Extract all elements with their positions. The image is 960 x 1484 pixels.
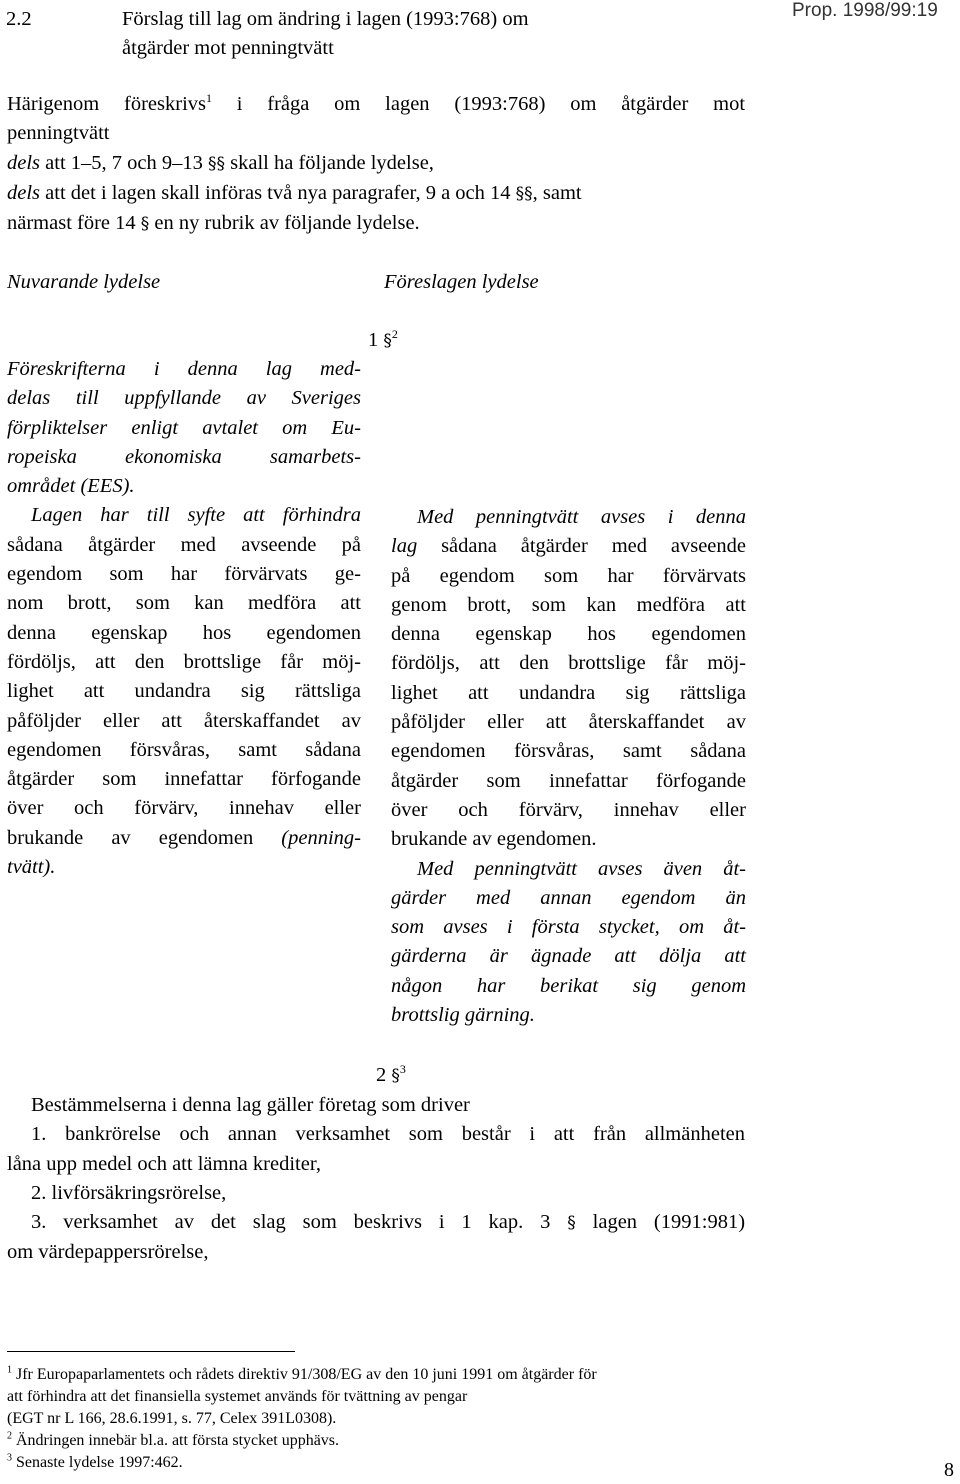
footnotes: $^1$ Jfr Europaparlamentets och rådets direktiv 91/308/EG av den 10 juni 1991 om åtgärder för att förhindra att det finansiella systemet används för tvättning av pengar (EGT nr L 166, 28.6.1991, s. 77, Celex 391L0308). $^2$ Ändringen innebär bl.a. att första stycket upphävs. $^3$ Senaste lydelse 1997:462.: [7, 1364, 752, 1474]
section-2-item-3: 3. verksamhet av det slag som beskrivs i 1 kap. 3 § lagen (1991:981): [31, 1211, 746, 1234]
title-line-1: Förslag till lag om ändring i lagen (1993:768) om: [122, 8, 529, 30]
section-1-heading: 1 §$^2$: [368, 327, 398, 351]
section-2-intro: Bestämmelserna i denna lag gäller företag som driver: [31, 1094, 470, 1116]
intro-line-1: Härigenom föreskrivs$^1$ i fråga om lagen (1993:768) om åtgärder mot: [7, 91, 746, 115]
proposed-paragraph-2: Med penningtvätt avses även åt- gärder med annan egendom än som avses i första stycket, om åt- gärderna är ägnade att dölja att någon har berikat sig genom brottslig gärning.: [391, 857, 746, 1027]
footnote-2: $^2$ Ändringen innebär bl.a. att första stycket upphävs.: [7, 1430, 340, 1449]
intro-line-5: närmast före 14 § en ny rubrik av följande lydelse.: [7, 212, 420, 235]
current-wording-heading: Nuvarande lydelse: [7, 271, 161, 293]
document-title: [122, 5, 529, 64]
intro-line-3: dels att 1–5, 7 och 9–13 §§ skall ha följande lydelse,: [7, 151, 434, 174]
section-2-heading: 2 §$^3$: [376, 1062, 406, 1086]
section-2-item-1-cont: låna upp medel och att lämna krediter,: [7, 1152, 321, 1175]
current-wording-column: [7, 355, 361, 882]
section-2-body: [7, 1091, 745, 1268]
prop-reference: Prop. 1998/99:19: [792, 0, 938, 21]
footnote-3: $^3$ Senaste lydelse 1997:462.: [7, 1452, 183, 1471]
section-2-item-1: 1. bankrörelse och annan verksamhet som består i att från allmänheten: [31, 1123, 745, 1146]
title-line-2: åtgärder mot penningtvätt: [122, 37, 334, 60]
footnote-ref-3: 3: [399, 1062, 406, 1077]
section-number: 2.2: [6, 8, 32, 30]
current-paragraph-1: Föreskrifterna i denna lag med- delas till uppfyllande av Sveriges förpliktelser enligt avtalet om Eu- ropeiska ekonomiska samarbets- området (EES).: [7, 358, 361, 498]
intro-line-4: dels att det i lagen skall införas två nya paragrafer, 9 a och 14 §§, samt: [7, 181, 582, 204]
proposed-paragraph-1: Med penningtvätt avses i denna lag sådana åtgärder med avseende på egendom som har förvärvats genom brott, som kan medföra att denna egenskap hos egendomen fördöljs, att den brottslige får möj- lighet att undandra sig rättsliga påföljder eller att återskaffandet av egendomen försvåras, samt sådana åtgärder som innefattar förfogande över och förvärv, innehav eller brukande av egendomen.: [391, 506, 747, 851]
proposed-wording-column: [391, 503, 746, 1030]
intro-paragraph: [7, 90, 745, 239]
section-2-item-3-cont: om värdepappersrörelse,: [7, 1241, 209, 1264]
footnote-ref-1: 1: [206, 91, 212, 106]
footnote-ref-2: 2: [391, 327, 398, 342]
section-2-item-2: 2. livförsäkringsrörelse,: [31, 1181, 227, 1204]
proposed-wording-heading: Föreslagen lydelse: [384, 271, 539, 293]
current-paragraph-2: Lagen har till syfte att förhindra sådana åtgärder med avseende på egendom som har förvärvats ge- nom brott, som kan medföra att denna egenskap hos egendomen fördöljs, att den brottslige får möj- lighet att undandra sig rättsliga påföljder eller att återskaffandet av egendomen försvåras, samt sådana åtgärder som innefattar förfogande över och förvärv, innehav eller brukande av egendomen (penning- tvätt).: [7, 504, 361, 879]
intro-line-2: penningtvätt: [7, 122, 110, 145]
page-number: 8: [944, 1459, 954, 1481]
footnote-separator: [7, 1351, 295, 1352]
footnote-1: $^1$ Jfr Europaparlamentets och rådets direktiv 91/308/EG av den 10 juni 1991 om åtgärder för: [7, 1364, 597, 1383]
